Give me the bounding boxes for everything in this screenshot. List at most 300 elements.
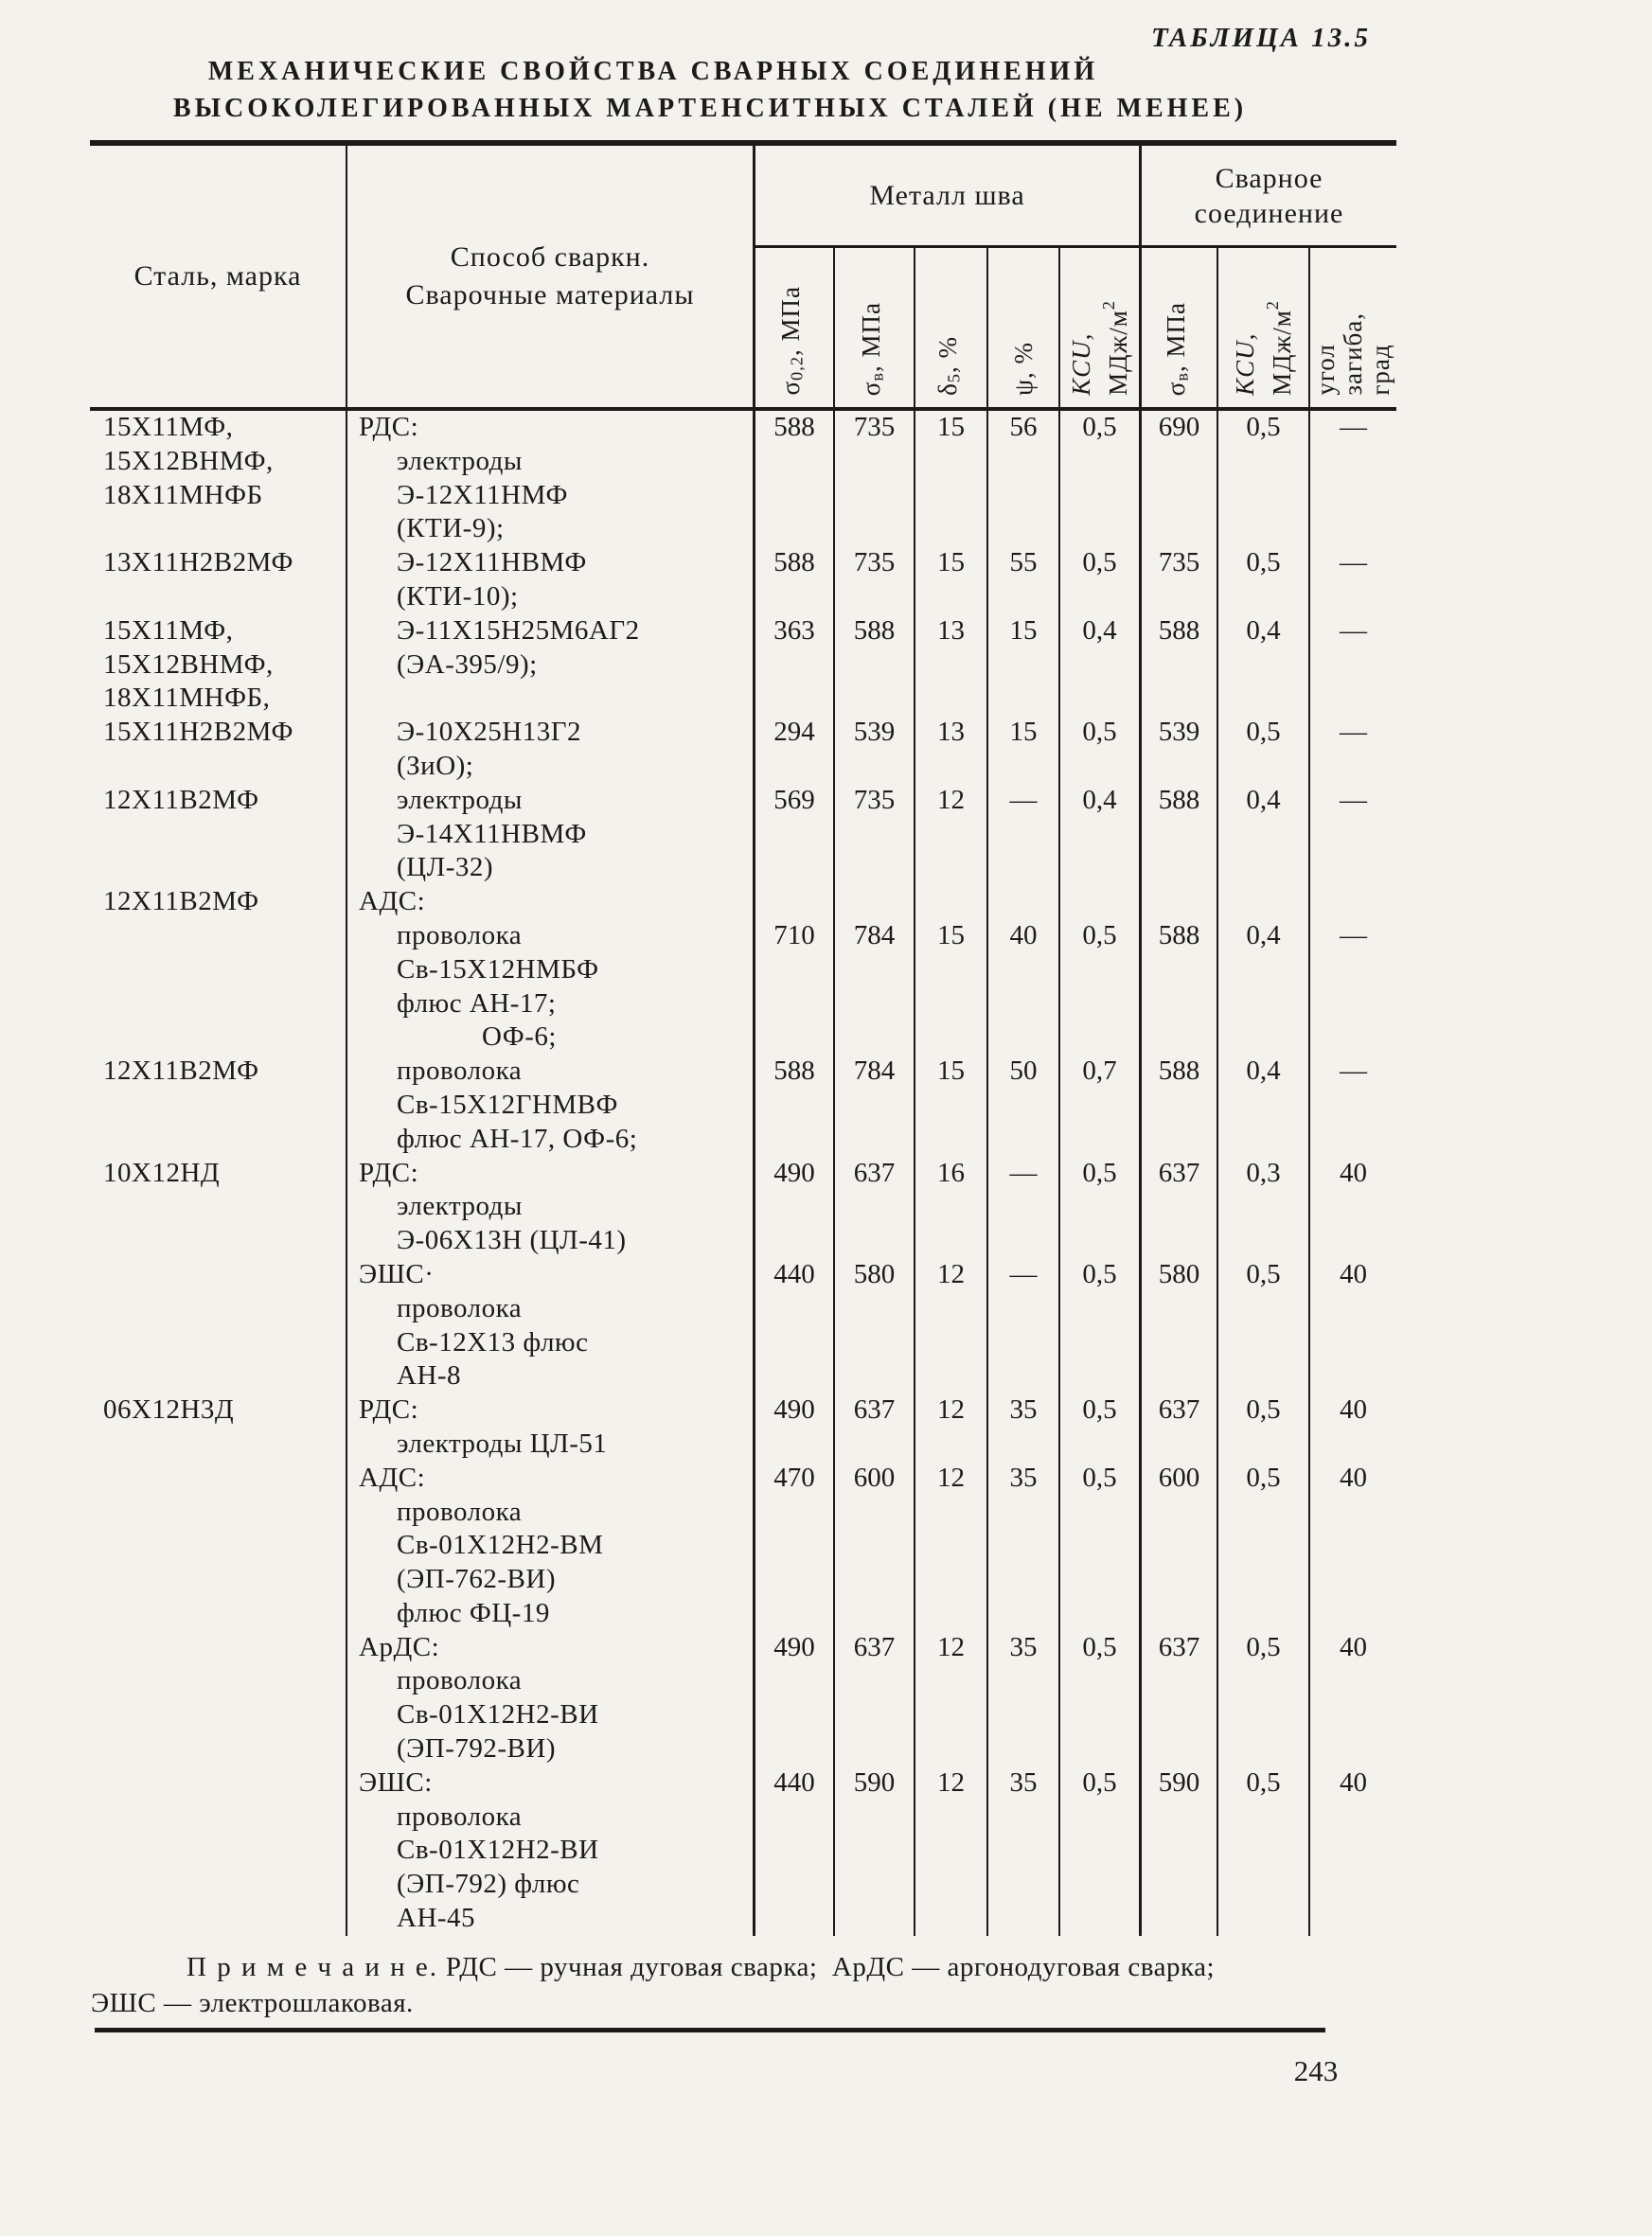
value-cell (833, 1224, 914, 1258)
value-cell (986, 648, 1058, 683)
value-cell (753, 1597, 833, 1631)
method-cell: Э-12Х11НВМФ (346, 546, 753, 580)
method-cell: РДС: (346, 1393, 753, 1428)
steel-cell (90, 1834, 346, 1868)
value-cell: 0,5 (1058, 1766, 1139, 1801)
value-cell: 735 (833, 411, 914, 445)
value-cell: 40 (1308, 1157, 1396, 1191)
page-number: 243 (1293, 2054, 1339, 2087)
value-cell (1058, 580, 1139, 614)
steel-cell: 15Х11Н2В2МФ (103, 717, 293, 748)
value-cell: 0,5 (1217, 1766, 1308, 1801)
value-cell (914, 1292, 986, 1326)
value-cell (1058, 1801, 1139, 1835)
value-cell (1139, 885, 1217, 919)
value-cell (986, 1224, 1058, 1258)
value-cell (833, 1292, 914, 1326)
value-cell (986, 1359, 1058, 1393)
value-cell: 0,5 (1217, 1631, 1308, 1665)
value-cell: 12 (914, 784, 986, 818)
method-cell: Э-12Х11НМФ (346, 479, 753, 513)
column-header-bend-angle: угол загиба, град (1308, 248, 1396, 407)
value-cell: 15 (914, 919, 986, 953)
value-cell: 784 (833, 919, 914, 953)
steel-cell: 15Х12ВНМФ, (103, 445, 274, 476)
steel-cell (90, 1902, 346, 1936)
group-header-welded-joint-line2: соединение (1194, 197, 1344, 229)
method-cell: Св-01Х12Н2-ВМ (346, 1529, 753, 1563)
value-cell (1058, 953, 1139, 987)
value-cell (1308, 1834, 1396, 1868)
steel-cell (90, 1190, 346, 1224)
value-cell (1139, 1597, 1217, 1631)
bottom-rule (95, 2028, 1325, 2032)
column-header-delta5-weld: $\delta_5$, % (914, 248, 986, 407)
value-cell (753, 1123, 833, 1157)
steel-cell (90, 851, 346, 885)
value-cell (1058, 1664, 1139, 1698)
method-cell: Э-10Х25Н13Г2 (346, 716, 753, 750)
value-cell (753, 580, 833, 614)
value-cell: 784 (833, 1055, 914, 1089)
value-cell (1217, 1868, 1308, 1902)
value-cell (1139, 1563, 1217, 1597)
value-cell (986, 1563, 1058, 1597)
value-cell (753, 1428, 833, 1462)
value-cell (1308, 1563, 1396, 1597)
value-cell (1308, 1801, 1396, 1835)
value-cell (1058, 1190, 1139, 1224)
value-cell (1139, 1326, 1217, 1360)
value-cell (1308, 580, 1396, 614)
value-cell: 363 (753, 614, 833, 648)
value-cell (1139, 1123, 1217, 1157)
group-header-welded-joint (1139, 146, 1396, 248)
value-cell: 0,5 (1058, 919, 1139, 953)
column-header-steel: Сталь, марка (133, 260, 302, 292)
value-cell (1139, 851, 1217, 885)
value-cell: 40 (1308, 1631, 1396, 1665)
value-cell (1139, 987, 1217, 1021)
value-cell (1217, 1326, 1308, 1360)
value-cell (1308, 1496, 1396, 1530)
steel-cell (90, 1089, 346, 1123)
value-cell: 0,5 (1217, 716, 1308, 750)
column-header-kcu-joint: KCU, МДж/$м^2$ (1217, 248, 1308, 407)
value-cell (986, 445, 1058, 479)
value-cell (914, 1902, 986, 1936)
value-cell (753, 1326, 833, 1360)
value-cell (914, 1529, 986, 1563)
steel-cell (90, 1664, 346, 1698)
value-cell: 0,4 (1058, 614, 1139, 648)
value-cell (753, 818, 833, 852)
value-cell (1308, 1224, 1396, 1258)
method-cell: АрДС: (346, 1631, 753, 1665)
value-cell (1139, 1496, 1217, 1530)
value-cell (1058, 818, 1139, 852)
value-cell (1217, 1732, 1308, 1766)
value-cell (914, 885, 986, 919)
value-cell (1308, 1292, 1396, 1326)
value-cell: 0,5 (1058, 1157, 1139, 1191)
value-cell (1308, 953, 1396, 987)
value-cell (1308, 1732, 1396, 1766)
value-cell (914, 953, 986, 987)
value-cell: 735 (833, 546, 914, 580)
value-cell (833, 1902, 914, 1936)
value-cell: 0,5 (1217, 1393, 1308, 1428)
value-cell: 40 (1308, 1393, 1396, 1428)
value-cell (1058, 1496, 1139, 1530)
value-cell (833, 479, 914, 513)
value-cell: 600 (1139, 1462, 1217, 1496)
value-cell (1308, 1359, 1396, 1393)
value-cell (1058, 1529, 1139, 1563)
method-cell: Э-11Х15Н25М6АГ2 (346, 614, 753, 648)
value-cell: 588 (753, 1055, 833, 1089)
value-cell (833, 750, 914, 784)
value-cell: 0,5 (1217, 411, 1308, 445)
value-cell (833, 987, 914, 1021)
value-cell (1058, 1868, 1139, 1902)
steel-cell (90, 512, 346, 546)
value-cell: — (1308, 546, 1396, 580)
value-cell (1308, 1326, 1396, 1360)
value-cell (1217, 1698, 1308, 1732)
value-cell: 490 (753, 1631, 833, 1665)
value-cell: 40 (1308, 1258, 1396, 1292)
method-cell: проволока (346, 1496, 753, 1530)
value-cell (914, 682, 986, 716)
value-cell (753, 1698, 833, 1732)
value-cell (753, 987, 833, 1021)
method-cell: проволока (346, 1801, 753, 1835)
value-cell (1139, 512, 1217, 546)
value-cell (1217, 1123, 1308, 1157)
value-cell (986, 1020, 1058, 1055)
value-cell: 0,4 (1217, 1055, 1308, 1089)
value-cell: 0,7 (1058, 1055, 1139, 1089)
value-cell (1058, 885, 1139, 919)
value-cell (914, 512, 986, 546)
value-cell (833, 1020, 914, 1055)
value-cell (1058, 1732, 1139, 1766)
value-cell (1217, 1359, 1308, 1393)
method-cell: (ЗиО); (346, 750, 753, 784)
value-cell (833, 1801, 914, 1835)
value-cell (1139, 648, 1217, 683)
value-cell (1139, 750, 1217, 784)
steel-cell (90, 1224, 346, 1258)
value-cell (1058, 1123, 1139, 1157)
value-cell (986, 1089, 1058, 1123)
method-cell: (ЭА-395/9); (346, 648, 753, 683)
value-cell (753, 1732, 833, 1766)
value-cell: 588 (1139, 919, 1217, 953)
method-cell: РДС: (346, 411, 753, 445)
value-cell (1058, 1563, 1139, 1597)
column-header-psi-weld: ψ, % (986, 248, 1058, 407)
value-cell (986, 750, 1058, 784)
value-cell (1217, 1801, 1308, 1835)
value-cell (833, 648, 914, 683)
value-cell (1308, 750, 1396, 784)
value-cell (833, 1326, 914, 1360)
value-cell (914, 1834, 986, 1868)
value-cell (986, 1190, 1058, 1224)
steel-cell: 10Х12НД (103, 1157, 221, 1188)
value-cell: 588 (1139, 614, 1217, 648)
value-cell (986, 1698, 1058, 1732)
method-cell: электроды (346, 1190, 753, 1224)
value-cell (986, 1529, 1058, 1563)
steel-cell: 12Х11В2МФ (103, 1056, 259, 1087)
value-cell (753, 1563, 833, 1597)
value-cell: 35 (986, 1766, 1058, 1801)
method-cell: (КТИ-10); (346, 580, 753, 614)
value-cell (986, 1664, 1058, 1698)
method-cell: флюс АН-17, ОФ-6; (346, 1123, 753, 1157)
value-cell (753, 1834, 833, 1868)
value-cell (914, 1801, 986, 1835)
value-cell: 637 (833, 1631, 914, 1665)
method-cell: проволока (346, 919, 753, 953)
value-cell: 0,4 (1058, 784, 1139, 818)
value-cell: 0,4 (1217, 784, 1308, 818)
value-cell (753, 750, 833, 784)
value-cell (753, 1529, 833, 1563)
method-cell: электроды (346, 445, 753, 479)
value-cell (833, 1597, 914, 1631)
value-cell (1308, 818, 1396, 852)
value-cell (914, 1020, 986, 1055)
value-cell (986, 1834, 1058, 1868)
value-cell (1308, 445, 1396, 479)
value-cell (986, 1868, 1058, 1902)
value-cell: 15 (986, 614, 1058, 648)
value-cell (1058, 1698, 1139, 1732)
value-cell (914, 1496, 986, 1530)
value-cell (1217, 987, 1308, 1021)
steel-cell (90, 750, 346, 784)
value-cell (1217, 953, 1308, 987)
steel-cell: 12Х11В2МФ (103, 886, 259, 917)
value-cell (914, 1664, 986, 1698)
value-cell: 590 (1139, 1766, 1217, 1801)
value-cell (1308, 1123, 1396, 1157)
value-cell (1058, 1428, 1139, 1462)
value-cell (1058, 1834, 1139, 1868)
value-cell (986, 1597, 1058, 1631)
method-cell: флюс АН-17; (346, 987, 753, 1021)
value-cell: 12 (914, 1462, 986, 1496)
value-cell (753, 1801, 833, 1835)
method-cell: проволока (346, 1664, 753, 1698)
group-header-weld-metal: Металл шва (753, 146, 1139, 248)
value-cell: 15 (914, 1055, 986, 1089)
method-cell: Св-01Х12Н2-ВИ (346, 1698, 753, 1732)
method-cell: проволока (346, 1292, 753, 1326)
value-cell (986, 1292, 1058, 1326)
value-cell: 56 (986, 411, 1058, 445)
value-cell (1139, 1834, 1217, 1868)
value-cell: 440 (753, 1258, 833, 1292)
value-cell (1058, 1224, 1139, 1258)
value-cell: 0,3 (1217, 1157, 1308, 1191)
value-cell (1308, 1868, 1396, 1902)
steel-cell: 18Х11МНФБ (103, 479, 263, 510)
value-cell (1058, 1089, 1139, 1123)
value-cell (1217, 1563, 1308, 1597)
value-cell (833, 1089, 914, 1123)
value-cell (1058, 750, 1139, 784)
value-cell (1217, 885, 1308, 919)
value-cell (833, 1834, 914, 1868)
value-cell: 0,5 (1217, 1258, 1308, 1292)
value-cell (1139, 818, 1217, 852)
steel-cell (90, 1732, 346, 1766)
value-cell (833, 1496, 914, 1530)
value-cell (986, 1326, 1058, 1360)
value-cell: 580 (833, 1258, 914, 1292)
column-header-sigmav-weld: $\sigma_в$, МПа (833, 248, 914, 407)
page-title-line1: МЕХАНИЧЕСКИЕ СВОЙСТВА СВАРНЫХ СОЕДИНЕНИЙ (207, 57, 1099, 86)
value-cell: 637 (833, 1157, 914, 1191)
value-cell (914, 987, 986, 1021)
value-cell: 637 (1139, 1393, 1217, 1428)
value-cell (1058, 1359, 1139, 1393)
value-cell (1139, 1224, 1217, 1258)
value-cell (1308, 648, 1396, 683)
value-cell: 35 (986, 1393, 1058, 1428)
value-cell (833, 1698, 914, 1732)
steel-cell (90, 1597, 346, 1631)
value-cell (753, 1292, 833, 1326)
value-cell (1308, 682, 1396, 716)
value-cell: — (986, 1157, 1058, 1191)
value-cell: 0,4 (1217, 614, 1308, 648)
value-cell (1139, 1664, 1217, 1698)
value-cell (1308, 1428, 1396, 1462)
value-cell (1217, 445, 1308, 479)
value-cell: — (1308, 1055, 1396, 1089)
value-cell: 12 (914, 1258, 986, 1292)
value-cell: 539 (833, 716, 914, 750)
value-cell (1139, 1801, 1217, 1835)
value-cell (986, 953, 1058, 987)
value-cell (1139, 479, 1217, 513)
value-cell (986, 1801, 1058, 1835)
value-cell (1308, 1664, 1396, 1698)
value-cell: — (1308, 784, 1396, 818)
value-cell (1217, 1834, 1308, 1868)
steel-cell (90, 1123, 346, 1157)
method-cell: АДС: (346, 1462, 753, 1496)
value-cell (914, 1868, 986, 1902)
page-title-line2: ВЫСОКОЛЕГИРОВАННЫХ МАРТЕНСИТНЫХ СТАЛЕЙ (НЕ МЕНЕЕ) (172, 94, 1248, 123)
footnote-label: П р и м е ч а и н е. (187, 1952, 439, 1982)
value-cell (1058, 445, 1139, 479)
value-cell (1308, 1902, 1396, 1936)
method-cell: АН-8 (346, 1359, 753, 1393)
table-body (90, 411, 1396, 1936)
method-cell: ЭШС: (346, 1766, 753, 1801)
steel-cell (90, 1698, 346, 1732)
steel-cell (90, 1020, 346, 1055)
value-cell: 40 (986, 919, 1058, 953)
column-header-welding-method-line2: Сварочные материалы (405, 279, 695, 311)
steel-cell: 15Х11МФ, (103, 614, 234, 646)
value-cell: 710 (753, 919, 833, 953)
value-cell (1217, 1496, 1308, 1530)
value-cell: 40 (1308, 1462, 1396, 1496)
value-cell: 0,5 (1058, 1631, 1139, 1665)
value-cell (914, 1428, 986, 1462)
value-cell (753, 1020, 833, 1055)
value-cell (914, 1190, 986, 1224)
value-cell (753, 1868, 833, 1902)
value-cell (1058, 1020, 1139, 1055)
method-cell: Э-14Х11НВМФ (346, 818, 753, 852)
value-cell (1139, 1089, 1217, 1123)
value-cell (986, 580, 1058, 614)
value-cell (753, 851, 833, 885)
method-cell: АН-45 (346, 1902, 753, 1936)
value-cell (1139, 1732, 1217, 1766)
value-cell (986, 1902, 1058, 1936)
value-cell (1308, 987, 1396, 1021)
value-cell: 588 (1139, 784, 1217, 818)
steel-cell (90, 987, 346, 1021)
value-cell: 13 (914, 716, 986, 750)
value-cell: 12 (914, 1393, 986, 1428)
value-cell (914, 1326, 986, 1360)
value-cell: 580 (1139, 1258, 1217, 1292)
steel-cell: 15Х11МФ, (103, 412, 234, 442)
method-cell: Св-01Х12Н2-ВИ (346, 1834, 753, 1868)
properties-table (90, 140, 1396, 1936)
value-cell (1217, 648, 1308, 683)
method-cell: (ЭП-792) флюс (346, 1868, 753, 1902)
steel-cell (90, 1292, 346, 1326)
value-cell (1217, 1020, 1308, 1055)
steel-cell: 15Х12ВНМФ, (103, 648, 274, 680)
value-cell (753, 512, 833, 546)
value-cell (914, 479, 986, 513)
steel-cell (90, 1529, 346, 1563)
footnote-text-2: ЭШС — электрошлаковая. (91, 1988, 414, 2018)
value-cell: — (1308, 716, 1396, 750)
method-cell: АДС: (346, 885, 753, 919)
column-header-welding-method-line1: Способ сваркн. (450, 241, 650, 273)
value-cell: 0,5 (1058, 1393, 1139, 1428)
column-header-sigmav-joint: $\sigma_в$, МПа (1139, 248, 1217, 407)
steel-cell: 13Х11Н2В2МФ (103, 547, 293, 578)
value-cell (1058, 851, 1139, 885)
value-cell (986, 1428, 1058, 1462)
steel-cell (90, 1326, 346, 1360)
value-cell: 16 (914, 1157, 986, 1191)
method-cell: Э-06Х13Н (ЦЛ-41) (346, 1224, 753, 1258)
value-cell: 12 (914, 1766, 986, 1801)
value-cell: 569 (753, 784, 833, 818)
value-cell: 50 (986, 1055, 1058, 1089)
value-cell (833, 851, 914, 885)
value-cell (1139, 1529, 1217, 1563)
value-cell (1217, 1529, 1308, 1563)
value-cell (914, 648, 986, 683)
